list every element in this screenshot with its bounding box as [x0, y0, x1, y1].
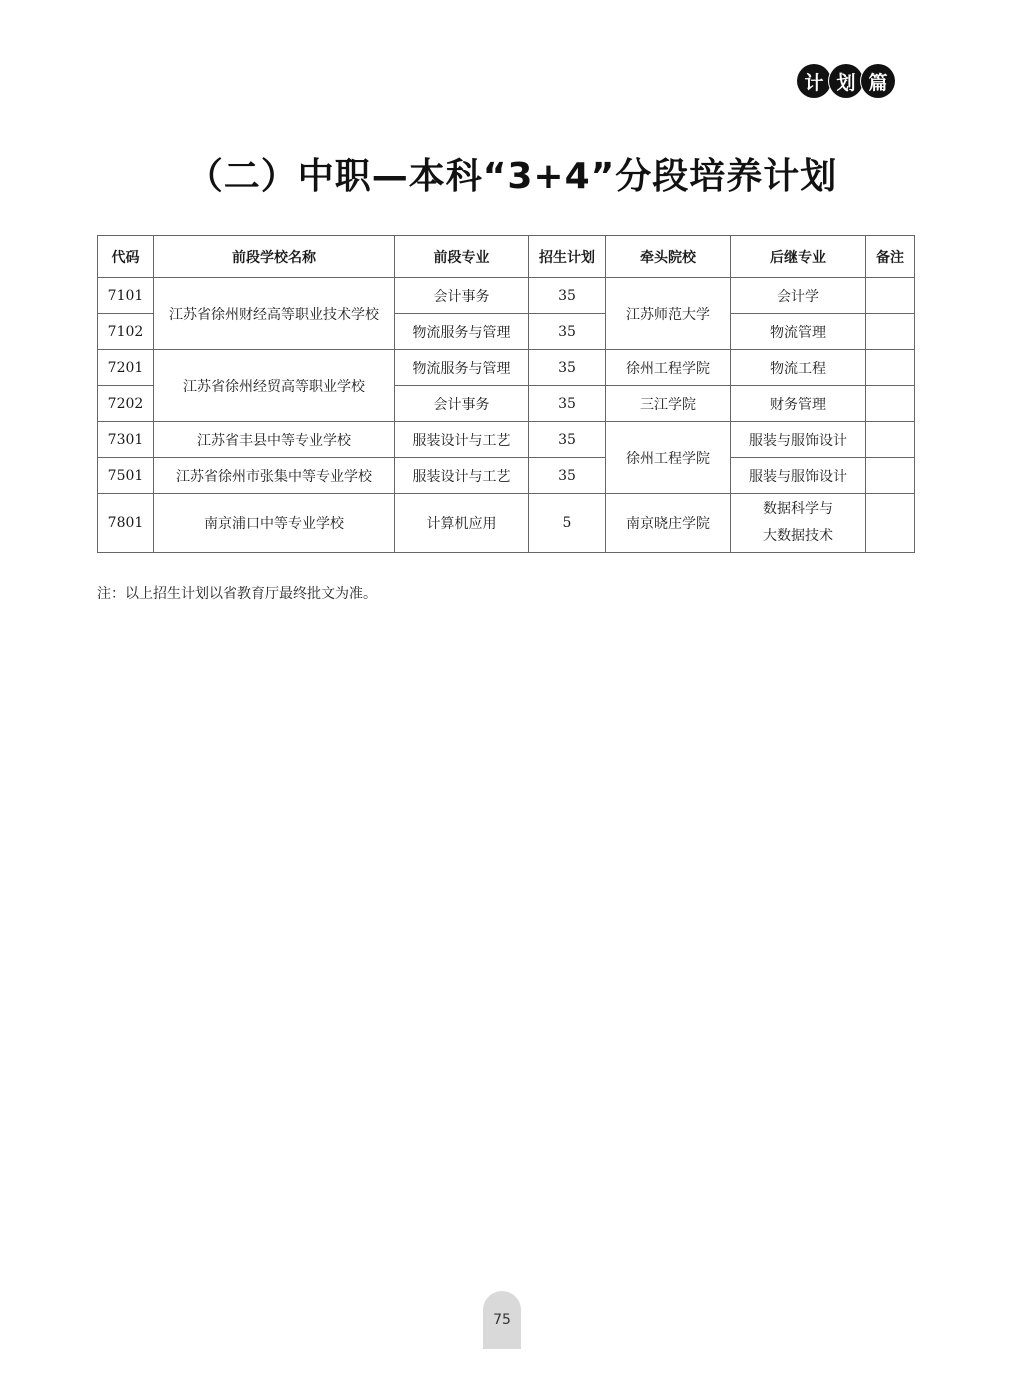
cell-major: 物流服务与管理: [395, 314, 529, 350]
cell-remark: [866, 386, 915, 422]
cell-school: 江苏省徐州经贸高等职业学校: [154, 350, 395, 422]
cell-major: 服装设计与工艺: [395, 458, 529, 494]
cell-next: 服装与服饰设计: [731, 458, 866, 494]
cell-school: 江苏省徐州市张集中等专业学校: [154, 458, 395, 494]
cell-code: 7102: [98, 314, 154, 350]
column-header-major: 前段专业: [395, 236, 529, 278]
table-row: [98, 494, 915, 553]
badge-char-3: 篇: [861, 64, 895, 98]
cell-plan: 35: [529, 422, 606, 458]
cell-plan: 35: [529, 386, 606, 422]
cell-plan: 35: [529, 350, 606, 386]
badge-char-2: 划: [829, 64, 863, 98]
cell-next: 会计学: [731, 278, 866, 314]
cell-plan: 35: [529, 278, 606, 314]
table-row: [98, 278, 915, 314]
page-title: （二）中职—本科“3+4”分段培养计划: [186, 156, 838, 197]
cell-school: 南京浦口中等专业学校: [154, 494, 395, 553]
cell-code: 7801: [98, 494, 154, 553]
cell-code: 7201: [98, 350, 154, 386]
cell-plan: 5: [529, 494, 606, 553]
cell-lead: 徐州工程学院: [606, 422, 731, 494]
column-header-next: 后继专业: [731, 236, 866, 278]
table-row: [98, 422, 915, 458]
cell-remark: [866, 458, 915, 494]
cell-major: 会计事务: [395, 278, 529, 314]
cell-remark: [866, 350, 915, 386]
cell-next: 物流工程: [731, 350, 866, 386]
section-badge: [797, 64, 893, 98]
cell-code: 7501: [98, 458, 154, 494]
column-header-lead: 牵头院校: [606, 236, 731, 278]
cell-school: 江苏省徐州财经高等职业技术学校: [154, 278, 395, 350]
page-number: 75: [483, 1291, 521, 1349]
cell-major: 计算机应用: [395, 494, 529, 553]
cell-next: 财务管理: [731, 386, 866, 422]
cell-next: 物流管理: [731, 314, 866, 350]
column-header-code: 代码: [98, 236, 154, 278]
table-row: [98, 458, 915, 494]
cell-remark: [866, 494, 915, 553]
cell-code: 7301: [98, 422, 154, 458]
cell-major: 会计事务: [395, 386, 529, 422]
cell-lead: 江苏师范大学: [606, 278, 731, 350]
cell-code: 7202: [98, 386, 154, 422]
column-header-plan: 招生计划: [529, 236, 606, 278]
column-header-remark: 备注: [866, 236, 915, 278]
table-row: [98, 350, 915, 386]
cell-lead: 三江学院: [606, 386, 731, 422]
column-header-school: 前段学校名称: [154, 236, 395, 278]
cell-lead: 徐州工程学院: [606, 350, 731, 386]
cell-remark: [866, 314, 915, 350]
cell-plan: 35: [529, 458, 606, 494]
footnote: 注：以上招生计划以省教育厅最终批文为准。: [97, 586, 377, 602]
cell-major: 物流服务与管理: [395, 350, 529, 386]
cell-code: 7101: [98, 278, 154, 314]
cell-major: 服装设计与工艺: [395, 422, 529, 458]
plan-table: [97, 235, 915, 553]
cell-remark: [866, 422, 915, 458]
cell-remark: [866, 278, 915, 314]
table-header-row: [98, 236, 915, 278]
cell-next-line-2: 大数据技术: [763, 528, 833, 544]
cell-school: 江苏省丰县中等专业学校: [154, 422, 395, 458]
cell-next-line-1: 数据科学与: [763, 501, 833, 517]
cell-plan: 35: [529, 314, 606, 350]
cell-next: 服装与服饰设计: [731, 422, 866, 458]
cell-next: [731, 494, 866, 553]
badge-char-1: 计: [797, 64, 831, 98]
cell-lead: 南京晓庄学院: [606, 494, 731, 553]
